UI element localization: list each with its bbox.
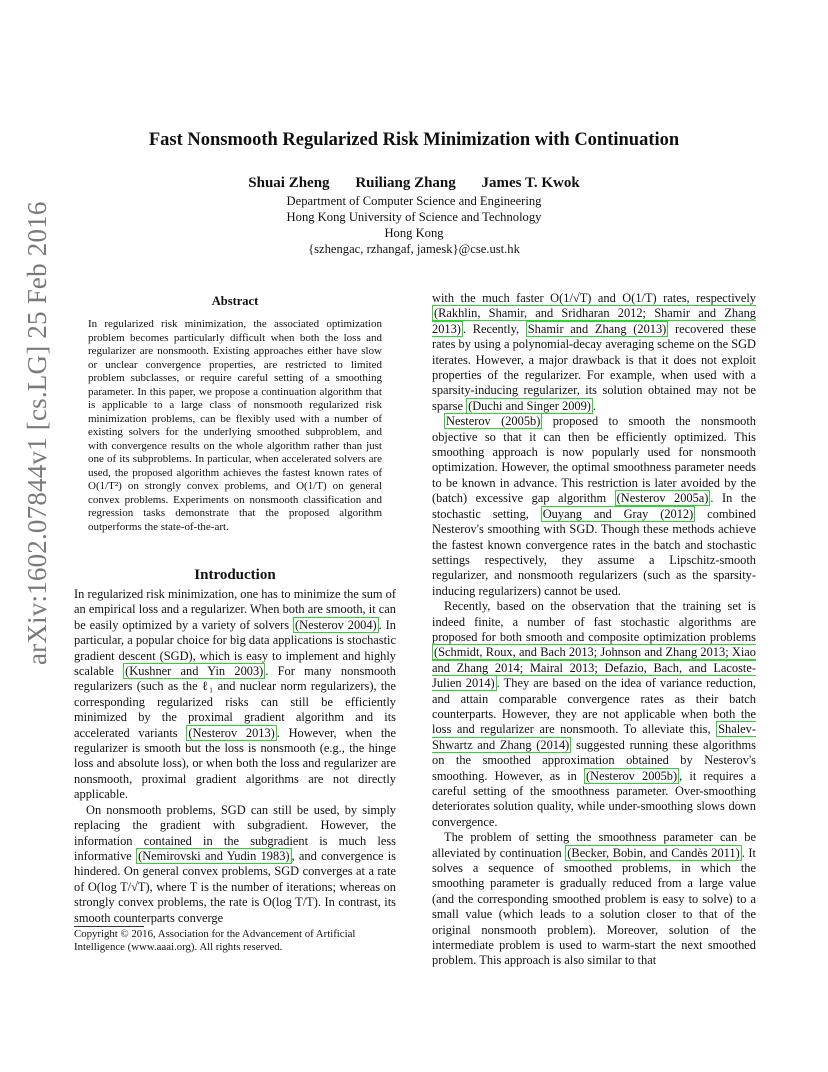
affiliation-emails: {szhengac, rzhangaf, jamesk}@cse.ust.hk	[308, 242, 520, 256]
paragraph: On nonsmooth problems, SGD can still be used, by simply replacing the gradient with subgradient. However, the information contained in the subgradient is much less informative (Nemirovski and Yudin 1983) , and convergence is hindered. On general convex problems, SGD converges at a rate of O(log T/√T), where T is the number of iterations; whereas on strongly convex problems, the rate is O(log T/T). In contrast, its smooth counterparts converge	[74, 802, 396, 925]
citation-link[interactable]: Ouyang and Gray (2012)	[542, 506, 694, 521]
citation-link[interactable]: Shalev-Shwartz and Zhang (2014)	[432, 722, 756, 752]
author-1: Shuai Zheng	[248, 175, 330, 191]
footnote-rule	[74, 926, 144, 927]
arxiv-identifier: arXiv:1602.07844v1 [cs.LG] 25 Feb 2016	[22, 201, 52, 665]
author-list	[0, 175, 828, 192]
author-2: Ruiliang Zhang	[355, 175, 456, 191]
citation-link[interactable]: (Becker, Bobin, and Candès 2011)	[567, 845, 740, 860]
citation-link[interactable]: (Nesterov 2005a)	[616, 491, 709, 506]
abstract-text: In regularized risk minimization, the associated optimization problem becomes particularly difficult when both the loss and regularizer are nonsmooth. Existing approaches either have slow or unclear convergence properties, are restricted to limited problem subclasses, or require careful setting of a smoothing parameter. In this paper, we propose a continuation algorithm that is applicable to a large class of nonsmooth regularized risk minimization problems, can be flexibly used with a number of existing solvers for the underlying smoothed subproblem, and with convergence results on the whole algorithm rather than just one of its subproblems. In particular, when accelerated solvers are used, the proposed algorithm achieves the fastest known rates of O(1/T²) on strongly convex problems, and O(1/T) on general convex problems. Experiments on nonsmooth classification and regression tasks demonstrate that the proposed algorithm outperforms the state-of-the-art.	[88, 318, 382, 533]
paragraph: The problem of setting the smoothness parameter can be alleviated by continuation (Becker, Bobin, and Candès 2011) . It solves a sequence of smoothed problems, in which the smoothing parameter is gradually reduced from a large value (and the corresponding smoothed problem is easy to solve) to a small value (which leads to a solution closer to that of the original nonsmooth problem). Moreover, solution of the intermediate problem is used to warm-start the next smoothed problem. This approach is also similar to that	[432, 830, 756, 968]
citation-link[interactable]: (Duchi and Singer 2009)	[468, 398, 591, 413]
introduction-body	[74, 587, 396, 926]
citation-link[interactable]: (Schmidt, Roux, and Bach 2013; Johnson and Zhang 2013; Xiao and Zhang 2014; Mairal 2013; Defazio, Bach, and Lacoste-Julien 2014)	[432, 645, 756, 691]
paragraph: with the much faster O(1/√T) and O(1/T) rates, respectively (Rakhlin, Shamir, and Sridharan 2012; Shamir and Zhang 2013) . Recently, Shamir and Zhang (2013) recovered these rates by using a polynomial-decay averaging scheme on the SGD iterates. However, a major drawback is that it does not exploit properties of the regularizer. For example, when used with a sparsity-inducing regularizer, its solution obtained may not be sparse (Duchi and Singer 2009) .	[432, 291, 756, 413]
author-3: James T. Kwok	[481, 175, 580, 191]
introduction-heading: Introduction	[194, 567, 276, 583]
citation-link[interactable]: (Nesterov 2004)	[295, 617, 377, 632]
citation-link[interactable]: (Rakhlin, Shamir, and Sridharan 2012; Shamir and Zhang 2013)	[432, 306, 756, 336]
citation-link[interactable]: (Nesterov 2013)	[188, 725, 275, 740]
copyright-footnote: Copyright © 2016, Association for the Advancement of Artificial Intelligence (www.aaai.org). All rights reserved.	[74, 928, 356, 953]
citation-link[interactable]: (Nesterov 2005b)	[586, 768, 678, 783]
paper-title: Fast Nonsmooth Regularized Risk Minimization with Continuation	[148, 130, 680, 150]
citation-link[interactable]: (Kushner and Yin 2003)	[125, 664, 264, 679]
citation-link[interactable]: (Nemirovski and Yudin 1983)	[138, 848, 290, 863]
paragraph: Recently, based on the observation that the training set is indeed finite, a number of fast stochastic algorithms are proposed for both smooth and composite optimization problems (Schmidt, Roux, and Bach 2013; Johnson and Zhang 2013; Xiao and Zhang 2014; Mairal 2013; Defazio, Bach, and Lacoste-Julien 2014) . They are based on the idea of variance reduction, and attain comparable convergence rates as their batch counterparts. However, they are not applicable when both the loss and regularizer are nonsmooth. To alleviate this, Shalev-Shwartz and Zhang (2014) suggested running these algorithms on the smoothed approximation obtained by Nesterov's smoothing. However, as in (Nesterov 2005b) , it requires a careful setting of the smoothness parameter. Over-smoothing deteriorates solution quality, while under-smoothing slows down convergence.	[432, 599, 756, 829]
abstract-heading: Abstract	[211, 294, 259, 308]
affiliation-location: Hong Kong	[384, 226, 444, 240]
paragraph: In regularized risk minimization, one has to minimize the sum of an empirical loss and a regularizer. When both are smooth, it can be easily optimized by a variety of solvers (Nesterov 2004) . In particular, a popular choice for big data applications is stochastic gradient descent (SGD), which is easy to implement and highly scalable (Kushner and Yin 2003) . For many nonsmooth regularizers (such as the ℓ₁ and nuclear norm regularizers), the corresponding regularized risks can still be efficiently minimized by the proximal gradient algorithm and its accelerated variants (Nesterov 2013) . However, when the regularizer is smooth but the loss is nonsmooth (e.g., the hinge loss and absolute loss), or when both the loss and regularizer are nonsmooth, proximal gradient algorithms are not directly applicable.	[74, 587, 397, 802]
introduction-continued	[432, 291, 756, 969]
citation-link[interactable]: Nesterov (2005b)	[446, 414, 541, 429]
affiliation-department: Department of Computer Science and Engineering	[286, 194, 542, 208]
paragraph: Nesterov (2005b) proposed to smooth the nonsmooth objective so that it can then be efficiently optimized. This smoothing approach is now popularly used for nonsmooth optimization. However, the optimal smoothness parameter needs to be known in advance. This restriction is later avoided by the (batch) excessive gap algorithm (Nesterov 2005a) . In the stochastic setting, Ouyang and Gray (2012) combined Nesterov's smoothing with SGD. Though these methods achieve the fastest known convergence rates in the batch and stochastic settings respectively, they assume a Lipschitz-smooth regularizer, and nonsmooth regularizers (such as the sparsity-inducing regularizers) cannot be used.	[432, 414, 756, 598]
affiliation	[0, 193, 828, 257]
affiliation-university: Hong Kong University of Science and Technology	[286, 210, 542, 224]
citation-link[interactable]: Shamir and Zhang (2013)	[527, 321, 667, 336]
